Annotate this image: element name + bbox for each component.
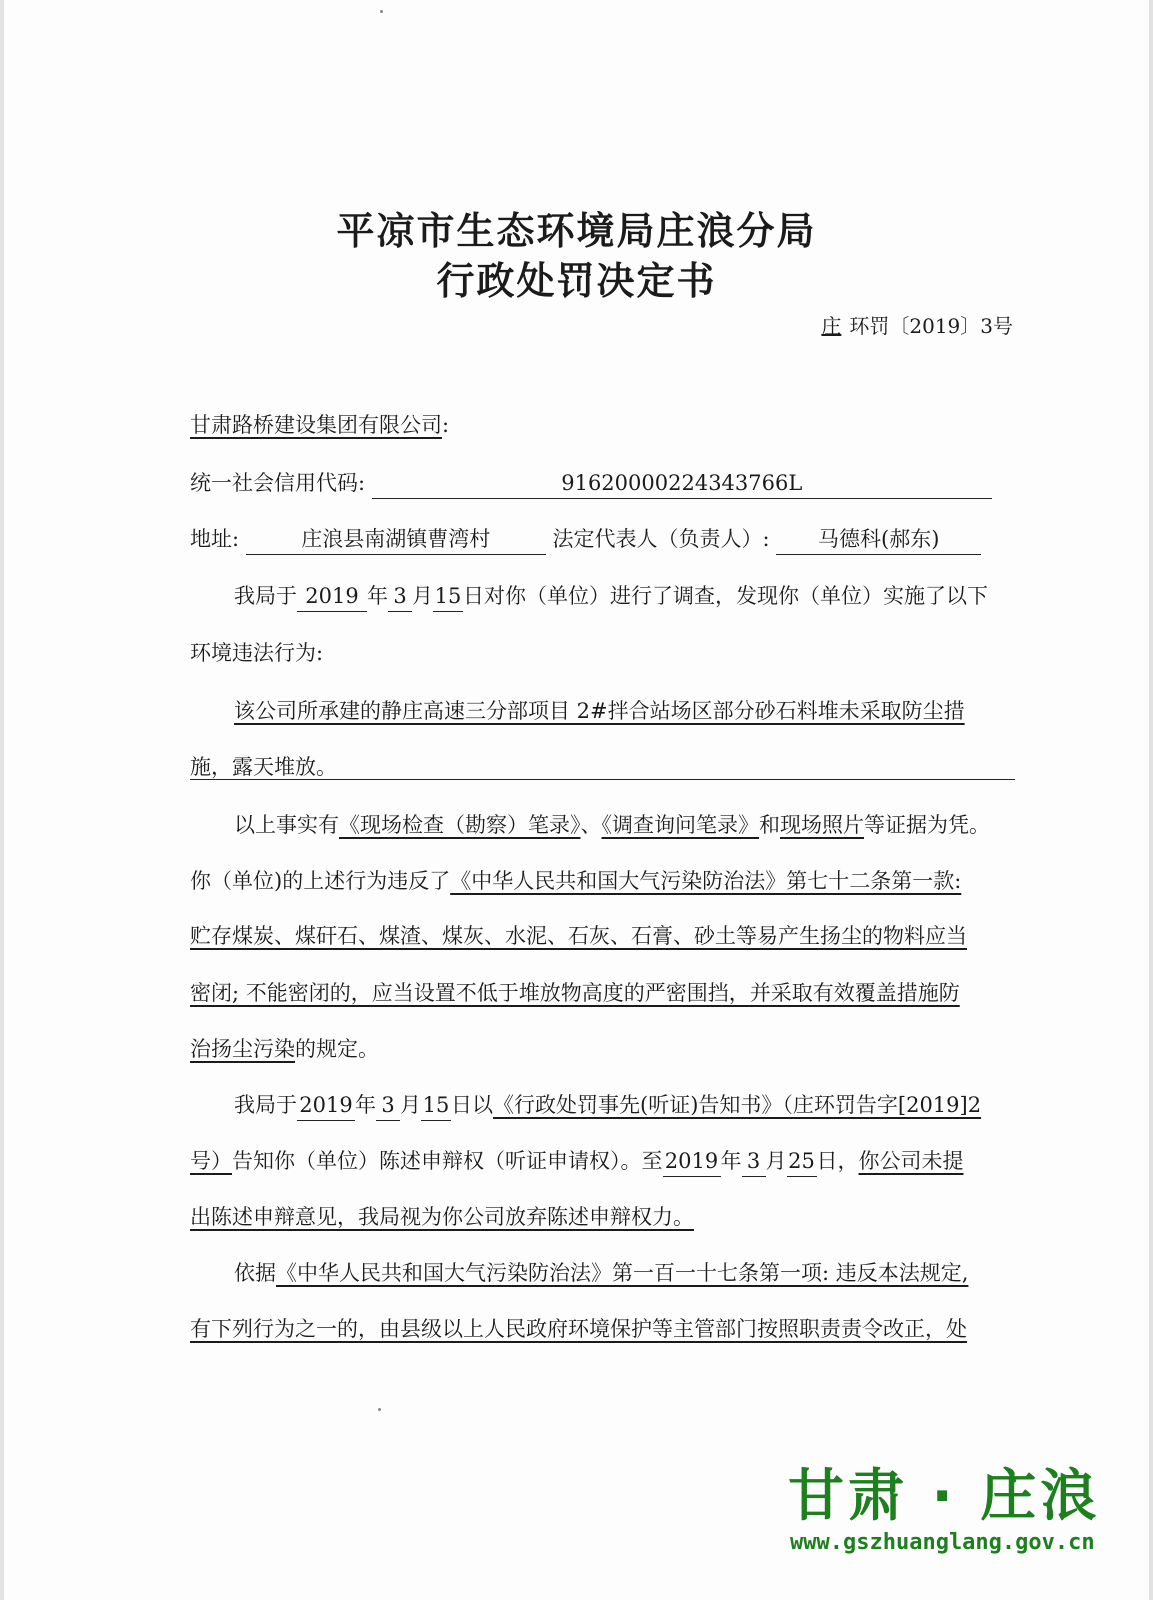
law-violated: 《中华人民共和国大气污染防治法》第七十二条第一款: <box>450 869 962 893</box>
document-number <box>813 310 1013 339</box>
no-statement-text: 你公司未提 <box>858 1149 964 1173</box>
investigation-year: 2019 <box>297 581 367 612</box>
party-line <box>190 410 1015 440</box>
paragraph-investigation-line2: 环境违法行为: <box>190 641 324 665</box>
deadline-day: 25 <box>787 1146 817 1177</box>
law-text: 贮存煤炭、煤矸石、煤渣、煤灰、水泥、石灰、石膏、砂土等易产生扬尘的物料应当 <box>190 924 967 948</box>
notice-day: 15 <box>421 1090 451 1121</box>
notice-year: 2019 <box>297 1090 355 1121</box>
investigation-day: 15 <box>433 581 463 612</box>
violation-description-line2: 施，露天堆放。 <box>190 755 337 779</box>
text: 日， <box>816 1149 859 1173</box>
paragraph-notice <box>234 1090 1014 1121</box>
scan-speck <box>378 1408 381 1411</box>
paragraph-law-violated <box>190 866 1015 896</box>
notice-month: 3 <box>376 1090 400 1121</box>
party-colon: : <box>442 413 450 437</box>
representative-label: 法定代表人（负责人）: <box>552 527 770 551</box>
evidence-record-2: 《调查询问笔录》 <box>601 813 759 837</box>
address-line <box>190 524 1015 555</box>
document-title-line1: 平凉市生态环境局庄浪分局 <box>336 208 817 253</box>
text: 的规定。 <box>295 1037 379 1061</box>
law-text: 治扬尘污染 <box>190 1037 295 1061</box>
text: 年 <box>355 1093 376 1117</box>
site-watermark-name: 甘肃 · 庄浪 <box>788 1464 1101 1529</box>
credit-code-value: 91620000224343766L <box>372 468 992 499</box>
legal-basis-law: 《中华人民共和国大气污染防治法》第一百一十七条第一项: 违反本法规定, <box>276 1261 969 1285</box>
law-text-line2 <box>190 921 1015 951</box>
violation-underline <box>190 779 1015 780</box>
scan-speck <box>380 10 383 13</box>
text: 等证据为凭。 <box>864 813 990 837</box>
text: 号） <box>190 1149 232 1173</box>
paragraph-evidence <box>234 810 1014 840</box>
credit-code-line <box>190 468 1015 499</box>
text: 月 <box>765 1149 787 1173</box>
credit-code-label: 统一社会信用代码: <box>190 471 366 495</box>
text: 和 <box>759 813 780 837</box>
legal-basis-text: 有下列行为之一的，由县级以上人民政府环境保护等主管部门按照职责责令改正，处 <box>190 1317 967 1341</box>
address-value: 庄浪县南湖镇曹湾村 <box>246 524 546 555</box>
document-number-rest: 环罚〔2019〕3号 <box>849 314 1013 338</box>
paragraph-legal-basis-line2 <box>190 1314 1015 1344</box>
evidence-photos: 现场照片 <box>780 813 864 837</box>
law-text-line3 <box>190 978 1015 1008</box>
text: 、 <box>580 813 602 837</box>
text: 月 <box>400 1093 421 1117</box>
text: 我局于 <box>234 1093 297 1117</box>
text: 月 <box>412 584 433 608</box>
paragraph-legal-basis <box>234 1258 1014 1288</box>
evidence-record-1: 《现场检查（勘察）笔录》 <box>339 813 581 837</box>
paragraph-notice-line3 <box>190 1202 1015 1232</box>
deadline-year: 2019 <box>663 1146 721 1177</box>
paragraph-notice-line2 <box>190 1146 1015 1177</box>
document-title-line2: 行政处罚决定书 <box>436 258 717 303</box>
text: 年 <box>720 1149 742 1173</box>
violation-text: 该公司所承建的静庄高速三分部项目 2#拌合站场区部分砂石料堆未采取防尘措 <box>234 699 965 723</box>
text: 依据 <box>234 1261 276 1285</box>
text: 你（单位)的上述行为违反了 <box>190 869 451 893</box>
text: 以上事实有 <box>234 813 339 837</box>
law-text: 密闭; 不能密闭的，应当设置不低于堆放物高度的严密围挡，并采取有效覆盖措施防 <box>190 981 960 1005</box>
waiver-text: 出陈述申辩意见，我局视为你公司放弃陈述申辩权力。 <box>190 1205 694 1229</box>
paragraph-investigation <box>234 581 1014 612</box>
party-name: 甘肃路桥建设集团有限公司 <box>190 413 442 437</box>
text: 日对你（单位）进行了调查，发现你（单位）实施了以下 <box>463 584 988 608</box>
text: 日以 <box>451 1093 493 1117</box>
notice-document: 《行政处罚事先(听证)告知书》（庄环罚告字[2019]2 <box>493 1093 982 1117</box>
text: 我局于 <box>234 584 297 608</box>
law-text-line4 <box>190 1034 1015 1064</box>
deadline-month: 3 <box>742 1146 766 1177</box>
text: 年 <box>367 584 388 608</box>
violation-description-line1 <box>234 696 1014 726</box>
representative-value: 马德科(郝东) <box>776 524 981 555</box>
address-label: 地址: <box>190 527 240 551</box>
investigation-month: 3 <box>388 581 412 612</box>
text: 告知你（单位）陈述申辩权（听证申请权）。至 <box>232 1149 663 1173</box>
site-watermark-url: www.gszhuanglang.gov.cn <box>790 1530 1095 1555</box>
document-number-prefix: 庄 <box>821 314 842 338</box>
